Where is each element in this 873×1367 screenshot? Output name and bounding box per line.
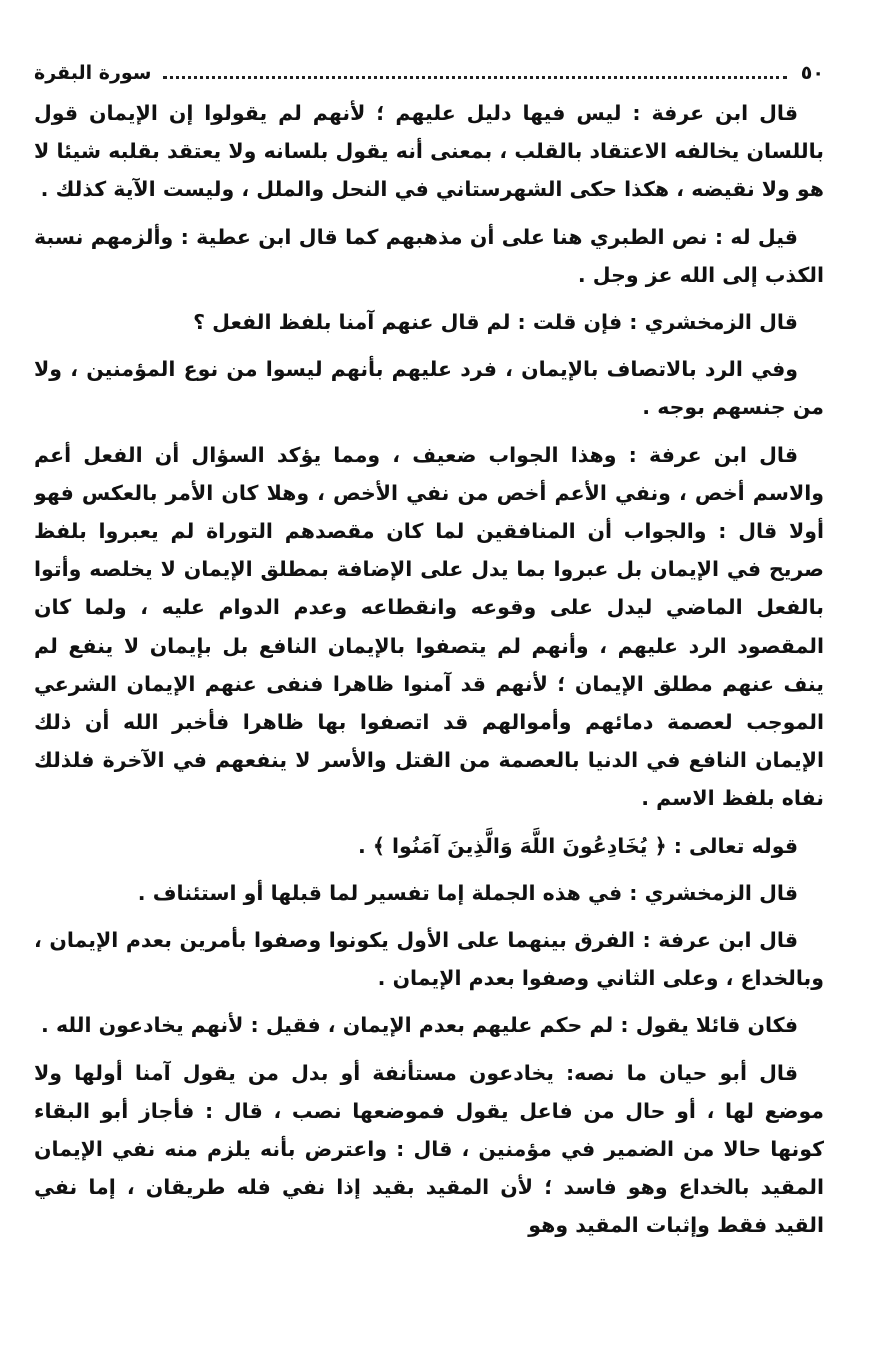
- body-text: [34, 94, 824, 1356]
- page-number: ٥٠: [800, 62, 824, 84]
- paragraph-1: قال ابن عرفة : ليس فيها دليل عليهم ؛ لأنهم لم يقولوا إن الإيمان قول باللسان يخالفه الاعتقاد بالقلب ، بمعنى أنه يقول بلسانه ولا يعتقد بقلبه شيئا لا هو ولا نقيضه ، هكذا حكى الشهرستاني في النحل والملل ، وليست الآية كذلك .: [34, 101, 824, 202]
- paragraph-8: قال ابن عرفة : الفرق بينهما على الأول يكونوا وصفوا بأمرين بعدم الإيمان ، وبالخداع ، وعلى الثاني وصفوا بعدم الإيمان .: [34, 928, 824, 991]
- paragraph-10: قال أبو حيان ما نصه: يخادعون مستأنفة أو بدل من يقول آمنا أولها ولا موضع لها ، أو حال من فاعل يقول فموضعها نصب ، قال : فأجاز أبو البقاء كونها حالا من الضمير في مؤمنين ، قال : واعترض بأنه يلزم منه نفي الإيمان المقيد بالخداع وهو فاسد ؛ لأن المقيد بقيد إذا نفي فله طريقان ، إما نفي القيد فقط وإثبات المقيد وهو: [34, 1060, 824, 1238]
- paragraph-6-quran-verse: قوله تعالى : ﴿ يُخَادِعُونَ اللَّهَ وَالَّذِينَ آمَنُوا ﴾ .: [357, 833, 798, 858]
- header-dotted-leader: [163, 76, 786, 79]
- page-header: [34, 58, 824, 88]
- paragraph-9: فكان قائلا يقول : لم حكم عليهم بعدم الإيمان ، فقيل : لأنهم يخادعون الله .: [41, 1013, 798, 1038]
- paragraph-2: قيل له : نص الطبري هنا على أن مذهبهم كما قال ابن عطية : وألزمهم نسبة الكذب إلى الله عز وجل .: [34, 224, 824, 287]
- paragraph-5: قال ابن عرفة : وهذا الجواب ضعيف ، ومما يؤكد السؤال أن الفعل أعم والاسم أخص ، ونفي الأعم أخص من نفي الأخص ، وهلا كان الأمر بالعكس فهو أولا قال : والجواب أن المنافقين لما كان مقصدهم التوراة لم يعبروا بلفظ صريح في الإيمان بل عبروا بما يدل على الإضافة بمطلق الإيمان لا يخلصه وأتوا بالفعل الماضي ليدل على وقوعه وانقطاعه وعدم الدوام عليه ، ولما كان المقصود الرد عليهم ، وأنهم لم يتصفوا بالإيمان النافع بل بإيمان لا ينفع لم ينف عنهم مطلق الإيمان ؛ لأنهم قد آمنوا ظاهرا فنفى عنهم الإيمان الشرعي الموجب لعصمة دمائهم وأموالهم قد اتصفوا بها ظاهرا فأخبر الله أن ذلك الإيمان النافع في الدنيا بالعصمة من القتل والأسر لا ينفعهم في الآخرة فلذلك نفاه بلفظ الاسم .: [34, 442, 824, 811]
- paragraph-4: وفي الرد بالاتصاف بالإيمان ، فرد عليهم بأنهم ليسوا من نوع المؤمنين ، ولا من جنسهم بوجه .: [34, 357, 824, 420]
- paragraph-3: قال الزمخشري : فإن قلت : لم قال عنهم آمنا بلفظ الفعل ؟: [193, 310, 798, 335]
- paragraph-7: قال الزمخشري : في هذه الجملة إما تفسير لما قبلها أو استئناف .: [137, 880, 798, 905]
- running-title: سورة البقرة: [34, 62, 152, 84]
